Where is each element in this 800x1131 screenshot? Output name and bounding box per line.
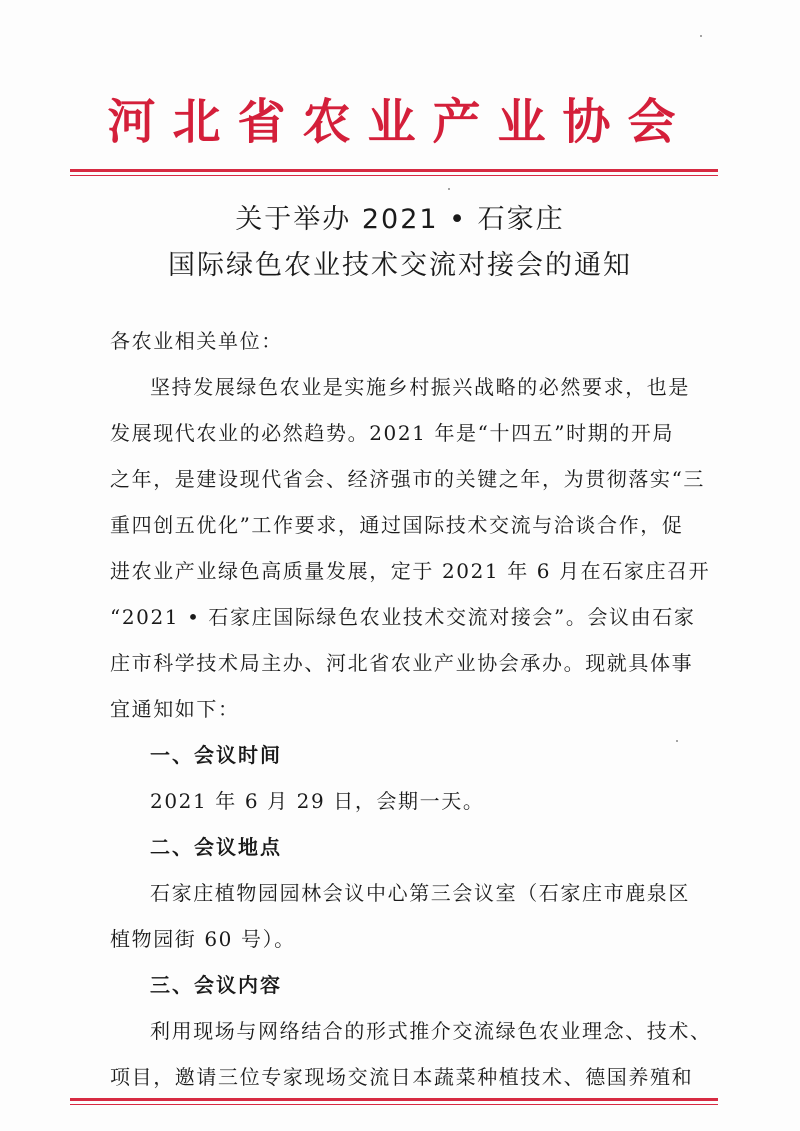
organization-letterhead: 河北省农业产业协会 (107, 94, 693, 150)
header-divider-thick (70, 169, 718, 172)
meeting-content-line: 项目，邀请三位专家现场交流日本蔬菜种植技术、德国养殖和 (110, 1065, 694, 1089)
scan-speck (448, 188, 450, 190)
document-title-line-2: 国际绿色农业技术交流对接会的通知 (168, 250, 632, 281)
body-paragraph-line: 庄市科学技术局主办、河北省农业产业协会承办。现就具体事 (110, 651, 694, 675)
meeting-place-line: 石家庄植物园园林会议中心第三会议室（石家庄市鹿泉区 (150, 881, 690, 905)
meeting-content-line: 利用现场与网络结合的形式推介交流绿色农业理念、技术、 (150, 1019, 712, 1043)
footer-divider-thick (70, 1098, 718, 1101)
section-heading-place: 二、会议地点 (150, 835, 282, 859)
body-paragraph-line: 之年，是建设现代省会、经济强市的关键之年，为贯彻落实“三 (110, 467, 706, 491)
body-paragraph-line: 进农业产业绿色高质量发展，定于 2021 年 6 月在石家庄召开 (110, 559, 711, 583)
scan-speck (700, 35, 702, 37)
section-heading-time: 一、会议时间 (150, 743, 282, 767)
body-paragraph-line: 坚持发展绿色农业是实施乡村振兴战略的必然要求，也是 (150, 375, 690, 399)
meeting-time-text: 2021 年 6 月 29 日，会期一天。 (150, 789, 485, 813)
meeting-place-line: 植物园街 60 号）。 (110, 927, 296, 951)
document-title-line-1: 关于举办 2021 • 石家庄 (235, 204, 565, 235)
body-paragraph-line: “2021 • 石家庄国际绿色农业技术交流对接会”。会议由石家 (110, 605, 696, 629)
salutation: 各农业相关单位： (110, 329, 283, 353)
body-paragraph-line: 宜通知如下： (110, 697, 240, 721)
scan-speck (676, 740, 678, 742)
footer-divider-thin (70, 1104, 718, 1105)
body-paragraph-line: 发展现代农业的必然趋势。2021 年是“十四五”时期的开局 (110, 421, 675, 445)
section-heading-content: 三、会议内容 (150, 973, 282, 997)
header-divider-thin (70, 175, 718, 176)
body-paragraph-line: 重四创五优化”工作要求，通过国际技术交流与洽谈合作，促 (110, 513, 684, 537)
